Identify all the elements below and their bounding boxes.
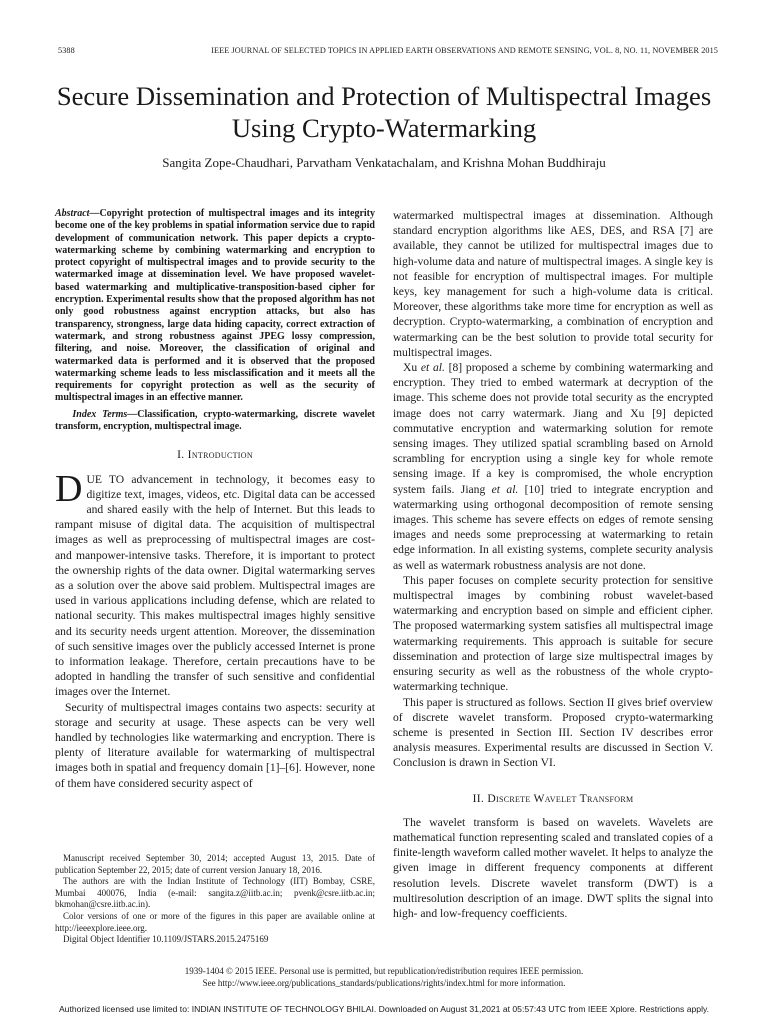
section-heading-introduction: I. Introduction <box>177 448 253 462</box>
abstract-label: Abstract <box>55 208 90 219</box>
page-number: 5388 <box>58 46 75 55</box>
author-list: Sangita Zope-Chaudhari, Parvatham Venkatachalam, and Krishna Mohan Buddhiraju <box>162 155 606 170</box>
section-title: Discrete Wavelet Transform <box>487 791 634 805</box>
abstract-text: —Copyright protection of multispectral images and its integrity become one of the key problems in spatial information service due to rapid development of communication network. This paper depicts a crypto-watermarking scheme by combining watermarking and encryption to protect copyright of multispectral images and to provide security to the watermarked image at dissemination level. We have proposed wavelet-based watermarking and multiplicative-transposition-based cipher for encryption. Experimental results show that the proposed algorithm has not only good robustness against encryption attacks, but also has transparency, strongness, large data hiding capacity, correct extraction of watermark, and strong robustness against JPEG lossy compression, filtering, and noise. Moreover, the classification of original and watermarked data is performed and it is observed that the proposed watermarking scheme leads to less misclassification and it meets all the requirements for copyright protection as well as the security of multispectral images in an effective manner. <box>55 208 375 404</box>
journal-name: IEEE JOURNAL OF SELECTED TOPICS IN APPLIED EARTH OBSERVATIONS AND REMOTE SENSING, VOL. 8, NO. 11, NOVEMBER 2015 <box>211 46 718 55</box>
paragraph-structure: This paper is structured as follows. Section II gives brief overview of discrete wavelet transform. Proposed crypto-watermarking scheme is presented in Section III. Section IV describes error analysis measures. Experimental results are discussed in Section V. Conclusion is drawn in Section VI. <box>393 695 713 770</box>
paragraph-related-work: Xu et al. [8] proposed a scheme by combining watermarking and encryption. They tried to embed watermark at decryption of the image. This scheme does not provide total security as the encrypted image does not carry watermark. Jiang and Xu [9] depicted commutative encryption and watermarking solution for remote sensing images. They utilized spatial scrambling based on Arnold scrambling for encryption using a single key for whole remote sensing image. If a key is compromised, the whole encryption system fails. Jiang et al. [10] tried to integrate encryption and watermarking using orthogonal decomposition of remote sensing images. This scheme has severe effects on edges of remote sensing images and needs some preprocessing at watermarking to retain edge information. In all existing systems, complete security analysis as well as watermark robustness analysis are not done. <box>393 361 713 572</box>
abstract <box>55 208 375 405</box>
left-column <box>55 208 375 791</box>
index-terms <box>55 409 375 434</box>
section-heading-dwt: II. Discrete Wavelet Transform <box>472 791 634 805</box>
paragraph-continuation: watermarked multispectral images at dissemination. Although standard encryption algorithms like AES, DES, and RSA [7] are available, they cannot be utilized for multispectral images due to high-volume data and nature of multispectral images. A single key is not feasible for encryption of multispectral images. For multiple keys, key management for such a high-volume data is critical. Moreover, these algorithms take more time for encryption as well as decryption. Crypto-watermarking, a combination of encryption and watermarking can be the best solution to provide total security for multispectral images. <box>393 209 713 359</box>
footnote-affiliation: The authors are with the Indian Institute of Technology (IIT) Bombay, CSRE, Mumbai 400076, India (e-mail: sangita.z@iitb.ac.in; pvenk@csre.iitb.ac.in; bkmohan@csre.iitb.ac.in). <box>55 876 375 910</box>
footnotes <box>55 853 375 946</box>
license-footer: Authorized licensed use limited to: INDIAN INSTITUTE OF TECHNOLOGY BHILAI. Downloaded on August 31,2021 at 05:57:43 UTC from IEEE Xplore. Restrictions apply. <box>58 1004 710 1014</box>
index-terms-text: —Classification, crypto-watermarking, discrete wavelet transform, encryption, multispectral image. <box>55 408 375 433</box>
footnote-doi: Digital Object Identifier 10.1109/JSTARS.2015.2475169 <box>63 934 269 945</box>
paper-title: Secure Dissemination and Protection of Multispectral Images Using Crypto-Watermarking <box>56 81 712 143</box>
footnote-received: Manuscript received September 30, 2014; accepted August 13, 2015. Date of publication September 22, 2015; date of current version January 18, 2016. <box>55 853 375 875</box>
first-word: UE TO <box>86 472 125 486</box>
intro-paragraph-2: Security of multispectral images contains two aspects: security at storage and security at usage. These aspects can be very well handled by technologies like watermarking and encryption. There is plenty of literature available for watermarking of multispectral images both in spatial and frequency domain [1]–[6]. However, none of them have considered security aspect of <box>55 700 375 790</box>
intro-paragraph-1: DUE TO advancement in technology, it becomes easy to digitize text, images, videos, etc. Digital data can be accessed and shared easily with the help of Internet. But this leads to rampant misuse of digital data. The acquisition of multispectral images as well as preprocessing of multispectral images are cost- and manpower-intensive tasks. Therefore, it is important to protect the ownership rights of the data owner. Digital watermarking serves as a solution over the above said problem. Multispectral images are used in various applications including defense, which are related to national security. This makes multispectral images highly sensitive and its security needs urgent attention. Moreover, the dissemination of such sensitive images over the publicly accessed Internet is prone to information leakage. Therefore, certain precautions have to be adopted in handling the transfer of such sensitive and confidential images over the Internet. <box>55 467 376 699</box>
index-terms-label: Index Terms <box>72 408 128 420</box>
right-column <box>393 208 713 921</box>
drop-cap: D <box>55 467 83 510</box>
footnote-color: Color versions of one or more of the figures in this paper are available online at http://ieeexplore.ieee.org. <box>55 910 375 933</box>
section-title: Introduction <box>187 448 253 462</box>
copyright-notice: 1939-1404 © 2015 IEEE. Personal use is permitted, but republication/redistribution requires IEEE permission. See http://www.ieee.org/publications_standards/publications/rights/index.html for more information. <box>184 966 584 988</box>
running-head <box>58 46 718 55</box>
paragraph-focus: This paper focuses on complete security protection for sensitive multispectral images by combining robust wavelet-based watermarking and encryption based on simple and efficient cipher. The proposed watermarking system satisfies all multispectral image watermarking requirements. This approach is suitable for secure dissemination and protection of large size multispectral images by ensuring security as well as the robustness of the whole crypto-watermarking technique. <box>393 573 713 694</box>
paragraph-wavelet: The wavelet transform is based on wavelets. Wavelets are mathematical function representing scaled and translated copies of a finite-length waveform called mother wavelet. It helps to analyze the given image in different frequency components at different resolution levels. Discrete wavelet transform (DWT) is a multiresolution description of an image. DWT splits the signal into high- and low-frequency coefficients. <box>393 815 713 920</box>
